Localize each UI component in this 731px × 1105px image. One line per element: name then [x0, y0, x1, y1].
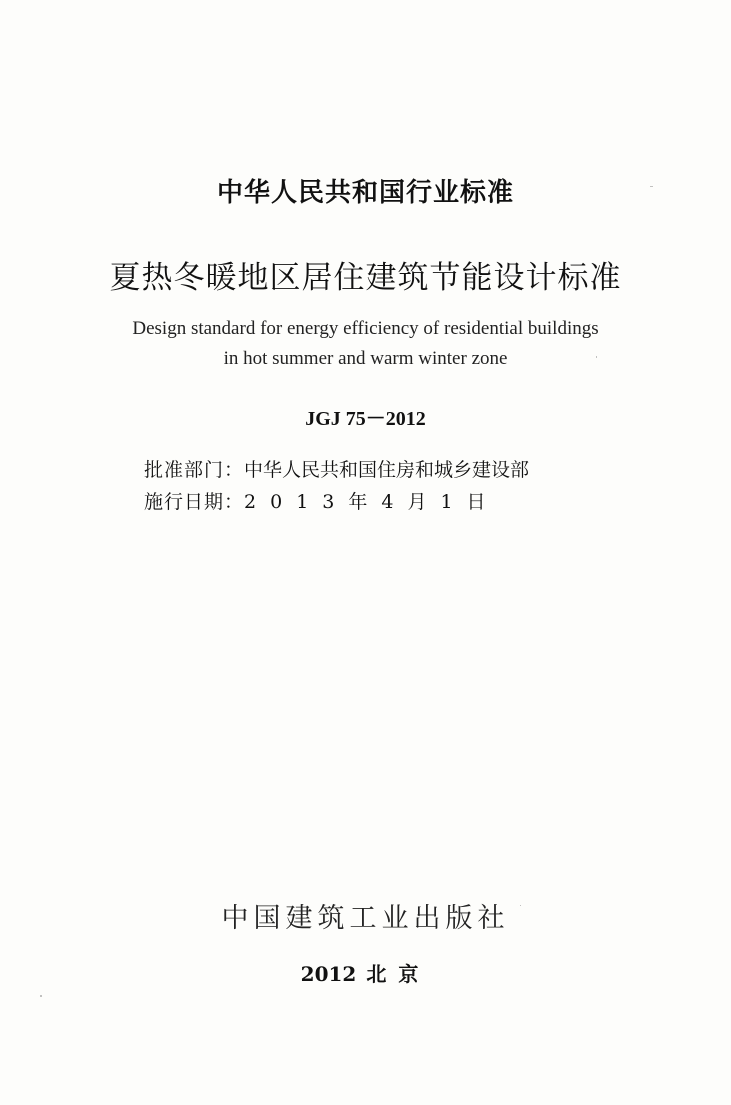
effective-date-row: [144, 487, 500, 514]
standard-title-english-line2: in hot summer and warm winter zone: [223, 348, 508, 369]
publication-line: [0, 958, 731, 987]
effective-date-label: 施行日期：: [144, 491, 245, 513]
scan-speck: [40, 995, 42, 997]
publisher-name: 中国建筑工业出版社: [221, 903, 510, 934]
approver-label: 批准部门：: [144, 459, 245, 481]
standard-category: 中华人民共和国行业标准: [216, 178, 514, 208]
scan-speck: [520, 905, 521, 906]
scan-speck: [596, 356, 597, 358]
standard-title-chinese: 夏热冬暖地区居住建筑节能设计标准: [109, 260, 622, 296]
publication-city: 北京: [366, 962, 431, 986]
standard-title-english-line1: Design standard for energy efficiency of residential buildings: [132, 318, 599, 339]
approver-row: [144, 455, 529, 482]
standard-code: JGJ 75－2012: [305, 408, 426, 430]
approver-value: 中华人民共和国住房和城乡建设部: [244, 459, 530, 481]
scan-speck: [650, 186, 653, 187]
effective-date-value: 2013年4月1日: [244, 491, 500, 513]
publication-year: 2012: [300, 962, 357, 986]
